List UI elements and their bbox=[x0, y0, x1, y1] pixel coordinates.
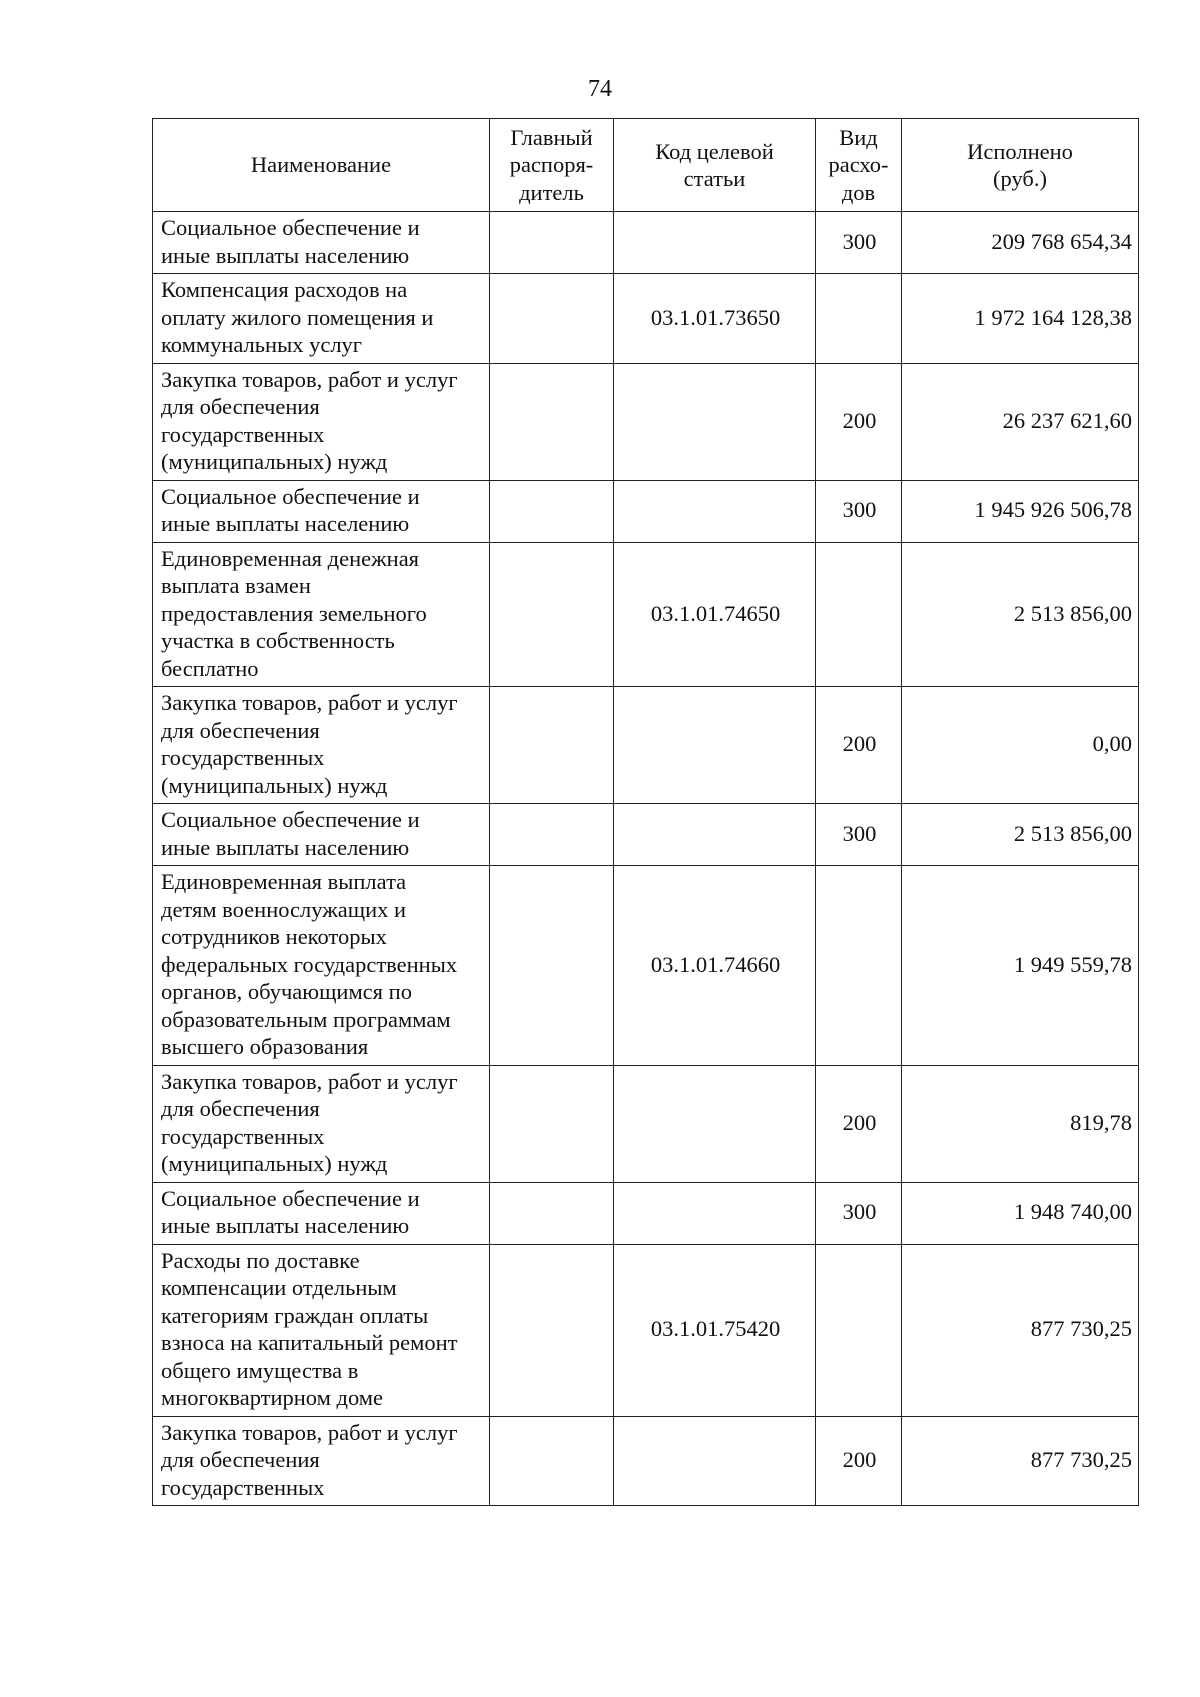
cell-expense-type: 200 bbox=[816, 1416, 902, 1506]
cell-code bbox=[614, 1416, 816, 1506]
name-line: для обеспечения bbox=[161, 717, 320, 743]
header-manager bbox=[490, 119, 614, 212]
name-line: для обеспечения bbox=[161, 1096, 320, 1121]
name-line: взноса на капитальный ремонт bbox=[161, 1330, 458, 1355]
name-line: выплата взамен bbox=[161, 573, 311, 598]
table-row bbox=[153, 1244, 1139, 1416]
name-line: федеральных государственных bbox=[161, 951, 458, 977]
name-line: иные выплаты населению bbox=[161, 511, 410, 536]
cell-manager bbox=[490, 804, 614, 866]
name-line: Закупка товаров, работ и услуг bbox=[161, 690, 458, 715]
table-row bbox=[153, 687, 1139, 804]
header-line: (руб.) bbox=[993, 166, 1047, 191]
cell-amount: 2 513 856,00 bbox=[902, 542, 1139, 687]
name-line: Закупка товаров, работ и услуг bbox=[161, 1419, 458, 1445]
name-line: иные выплаты населению bbox=[161, 242, 410, 268]
header-name bbox=[153, 119, 490, 212]
cell-expense-type bbox=[816, 1244, 902, 1416]
name-line: (муниципальных) нужд bbox=[161, 1151, 388, 1176]
name-line: (муниципальных) нужд bbox=[161, 772, 388, 798]
cell-amount: 877 730,25 bbox=[902, 1416, 1139, 1506]
name-line: государственных bbox=[161, 1123, 325, 1149]
cell-manager bbox=[490, 687, 614, 804]
name-line: для обеспечения bbox=[161, 394, 320, 419]
name-line: Социальное обеспечение и bbox=[161, 215, 420, 240]
name-line: государственных bbox=[161, 1474, 325, 1500]
cell-amount: 0,00 bbox=[902, 687, 1139, 804]
page-number: 74 bbox=[588, 76, 612, 102]
table-row bbox=[153, 1182, 1139, 1244]
table-row bbox=[153, 274, 1139, 364]
table-row bbox=[153, 480, 1139, 542]
table-row bbox=[153, 1065, 1139, 1182]
cell-code bbox=[614, 1182, 816, 1244]
cell-code bbox=[614, 1065, 816, 1182]
table-row bbox=[153, 542, 1139, 687]
cell-code bbox=[614, 363, 816, 480]
name-line: Единовременная денежная bbox=[161, 545, 420, 571]
cell-name bbox=[153, 1065, 490, 1182]
name-line: органов, обучающимся по bbox=[161, 979, 412, 1004]
name-line: компенсации отдельным bbox=[161, 1275, 397, 1300]
cell-name bbox=[153, 480, 490, 542]
cell-amount: 26 237 621,60 bbox=[902, 363, 1139, 480]
cell-amount: 819,78 bbox=[902, 1065, 1139, 1182]
table-row bbox=[153, 212, 1139, 274]
cell-name bbox=[153, 804, 490, 866]
header-line: Вид bbox=[839, 124, 878, 150]
name-line: государственных bbox=[161, 745, 325, 770]
cell-manager bbox=[490, 1182, 614, 1244]
header-row bbox=[153, 119, 1139, 212]
cell-manager bbox=[490, 1065, 614, 1182]
cell-expense-type bbox=[816, 542, 902, 687]
cell-name bbox=[153, 1244, 490, 1416]
name-line: сотрудников некоторых bbox=[161, 924, 387, 949]
table-row bbox=[153, 1416, 1139, 1506]
cell-expense-type: 300 bbox=[816, 1182, 902, 1244]
name-line: Социальное обеспечение и bbox=[161, 807, 420, 832]
name-line: иные выплаты населению bbox=[161, 834, 410, 860]
cell-name bbox=[153, 687, 490, 804]
header-line: Код целевой bbox=[655, 138, 774, 164]
cell-expense-type: 200 bbox=[816, 1065, 902, 1182]
name-line: для обеспечения bbox=[161, 1447, 320, 1472]
table-row bbox=[153, 363, 1139, 480]
cell-amount: 1 972 164 128,38 bbox=[902, 274, 1139, 364]
header-line: Наименование bbox=[250, 152, 392, 178]
table-row bbox=[153, 804, 1139, 866]
name-line: иные выплаты населению bbox=[161, 1213, 410, 1238]
cell-amount: 1 948 740,00 bbox=[902, 1182, 1139, 1244]
cell-expense-type: 300 bbox=[816, 480, 902, 542]
name-line: Закупка товаров, работ и услуг bbox=[161, 366, 458, 392]
name-line: государственных bbox=[161, 421, 325, 447]
header-line: статьи bbox=[683, 166, 746, 191]
cell-manager bbox=[490, 1416, 614, 1506]
name-line: образовательным программам bbox=[161, 1006, 451, 1032]
name-line: высшего образования bbox=[161, 1034, 369, 1059]
cell-code: 03.1.01.75420 bbox=[614, 1244, 816, 1416]
cell-code bbox=[614, 480, 816, 542]
cell-amount: 1 949 559,78 bbox=[902, 866, 1139, 1066]
cell-expense-type: 300 bbox=[816, 212, 902, 274]
name-line: (муниципальных) нужд bbox=[161, 449, 388, 474]
name-line: Расходы по доставке bbox=[161, 1247, 360, 1273]
name-line: Социальное обеспечение и bbox=[161, 483, 420, 509]
header-line: дитель bbox=[519, 179, 584, 205]
name-line: Социальное обеспечение и bbox=[161, 1185, 420, 1211]
header-line: распоря- bbox=[509, 152, 594, 178]
cell-amount: 209 768 654,34 bbox=[902, 212, 1139, 274]
cell-code bbox=[614, 804, 816, 866]
cell-name bbox=[153, 542, 490, 687]
header-line: Главный bbox=[510, 124, 593, 150]
cell-manager bbox=[490, 542, 614, 687]
table-row bbox=[153, 866, 1139, 1066]
cell-manager bbox=[490, 480, 614, 542]
name-line: Закупка товаров, работ и услуг bbox=[161, 1068, 458, 1094]
expenditure-table bbox=[152, 118, 1139, 1506]
name-line: участка в собственность bbox=[161, 628, 395, 653]
cell-name bbox=[153, 274, 490, 364]
name-line: Компенсация расходов на bbox=[161, 277, 408, 302]
cell-manager bbox=[490, 212, 614, 274]
name-line: категориям граждан оплаты bbox=[161, 1302, 429, 1328]
header-line: дов bbox=[841, 179, 876, 205]
name-line: предоставления земельного bbox=[161, 600, 427, 626]
header-type bbox=[816, 119, 902, 212]
table-header bbox=[153, 119, 1139, 212]
name-line: оплату жилого помещения и bbox=[161, 304, 434, 330]
cell-amount: 1 945 926 506,78 bbox=[902, 480, 1139, 542]
cell-name bbox=[153, 1416, 490, 1506]
cell-expense-type bbox=[816, 866, 902, 1066]
name-line: коммунальных услуг bbox=[161, 332, 363, 357]
cell-amount: 2 513 856,00 bbox=[902, 804, 1139, 866]
cell-expense-type: 300 bbox=[816, 804, 902, 866]
cell-manager bbox=[490, 274, 614, 364]
cell-name bbox=[153, 212, 490, 274]
cell-manager bbox=[490, 1244, 614, 1416]
table-body bbox=[153, 212, 1139, 1506]
header-line: Исполнено bbox=[967, 138, 1073, 164]
header-line: расхо- bbox=[828, 152, 889, 178]
cell-code: 03.1.01.73650 bbox=[614, 274, 816, 364]
cell-code bbox=[614, 687, 816, 804]
cell-expense-type bbox=[816, 274, 902, 364]
name-line: бесплатно bbox=[161, 655, 259, 681]
name-line: общего имущества в bbox=[161, 1357, 359, 1383]
name-line: многоквартирном доме bbox=[161, 1385, 383, 1410]
cell-manager bbox=[490, 866, 614, 1066]
cell-amount: 877 730,25 bbox=[902, 1244, 1139, 1416]
cell-name bbox=[153, 1182, 490, 1244]
cell-name bbox=[153, 866, 490, 1066]
cell-manager bbox=[490, 363, 614, 480]
cell-code bbox=[614, 212, 816, 274]
name-line: детям военнослужащих и bbox=[161, 896, 407, 922]
cell-expense-type: 200 bbox=[816, 363, 902, 480]
cell-code: 03.1.01.74650 bbox=[614, 542, 816, 687]
header-code bbox=[614, 119, 816, 212]
cell-name bbox=[153, 363, 490, 480]
cell-expense-type: 200 bbox=[816, 687, 902, 804]
header-amount bbox=[902, 119, 1139, 212]
cell-code: 03.1.01.74660 bbox=[614, 866, 816, 1066]
name-line: Единовременная выплата bbox=[161, 869, 407, 894]
